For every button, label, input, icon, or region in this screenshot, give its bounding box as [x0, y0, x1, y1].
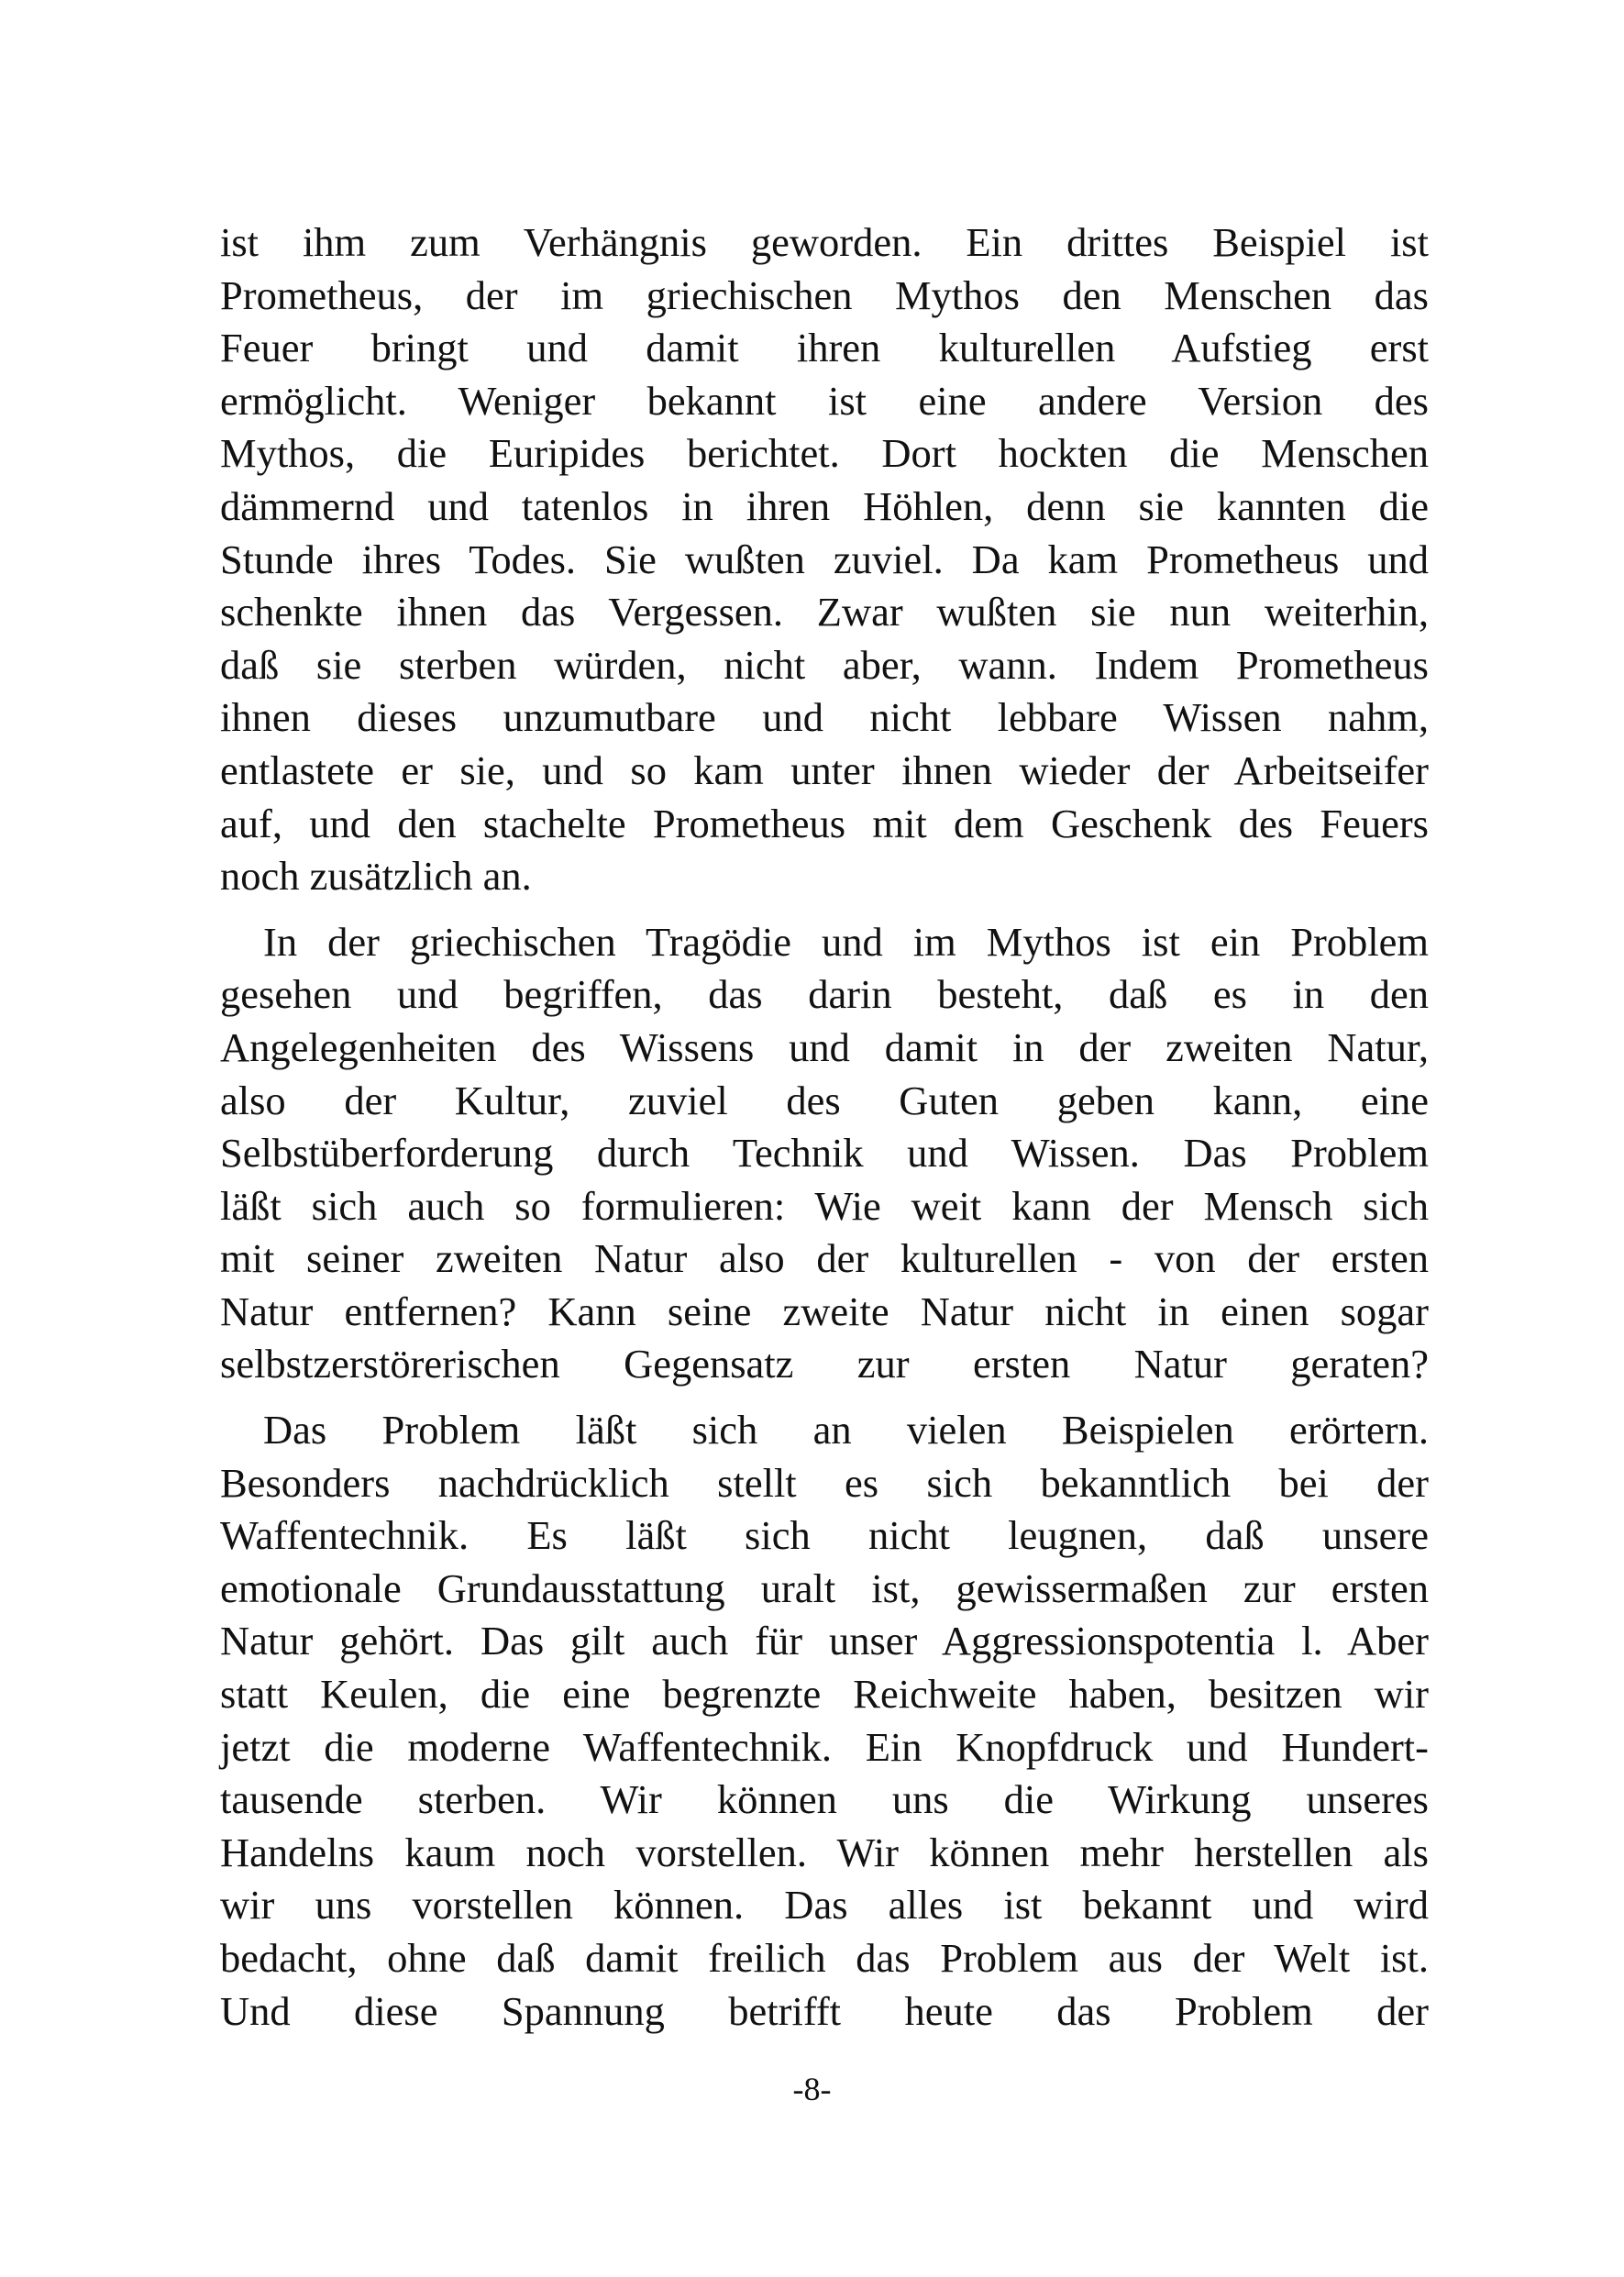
text-line: daß sie sterben würden, nicht aber, wann. Indem Prometheus — [220, 641, 1429, 688]
text-line: also der Kultur, zuviel des Guten geben kann, eine — [220, 1077, 1429, 1123]
text-line: dämmernd und tatenlos in ihren Höhlen, denn sie kannten die — [220, 482, 1429, 529]
text-line: Stunde ihres Todes. Sie wußten zuviel. Da kam Prometheus und — [220, 536, 1429, 582]
text-line: noch zusätzlich an. — [220, 853, 532, 900]
text-line: Besonders nachdrücklich stellt es sich bekanntlich bei der — [220, 1459, 1429, 1506]
text-line: Natur gehört. Das gilt auch für unser Aggressionspotentia l. Aber — [220, 1618, 1429, 1664]
text-line: emotionale Grundausstattung uralt ist, gewissermaßen zur ersten — [220, 1564, 1429, 1611]
text-line: entlastete er sie, und so kam unter ihnen wieder der Arbeitseifer — [220, 746, 1429, 793]
body-text — [220, 216, 1429, 2038]
text-line: tausende sterben. Wir können uns die Wirkung unseres — [220, 1776, 1429, 1823]
text-line: Das Problem läßt sich an vielen Beispielen erörtern. — [263, 1407, 1429, 1454]
text-line: Prometheus, der im griechischen Mythos den Menschen das — [220, 271, 1429, 318]
text-line: Natur entfernen? Kann seine zweite Natur nicht in einen sogar — [220, 1288, 1429, 1334]
text-line: jetzt die moderne Waffentechnik. Ein Knopfdruck und Hundert- — [220, 1723, 1429, 1770]
text-line: selbstzerstörerischen Gegensatz zur ersten Natur geraten? — [220, 1341, 1429, 1387]
text-line: ist ihm zum Verhängnis geworden. Ein drittes Beispiel ist — [220, 219, 1429, 265]
text-line: statt Keulen, die eine begrenzte Reichweite haben, besitzen wir — [220, 1671, 1429, 1718]
text-line: Und diese Spannung betrifft heute das Problem der — [220, 1987, 1429, 2034]
text-line: ermöglicht. Weniger bekannt ist eine andere Version des — [220, 377, 1429, 424]
text-line: In der griechischen Tragödie und im Mythos ist ein Problem — [263, 918, 1429, 965]
paragraph — [220, 216, 1429, 903]
text-line: ihnen dieses unzumutbare und nicht lebbare Wissen nahm, — [220, 694, 1429, 741]
text-line: Waffentechnik. Es läßt sich nicht leugnen, daß unsere — [220, 1512, 1429, 1559]
text-line: Angelegenheiten des Wissens und damit in der zweiten Natur, — [220, 1023, 1429, 1070]
text-line: auf, und den stachelte Prometheus mit dem Geschenk des Feuers — [220, 800, 1429, 846]
paragraph — [220, 1404, 1429, 2038]
text-line: schenkte ihnen das Vergessen. Zwar wußten sie nun weiterhin, — [220, 589, 1429, 636]
text-line: Mythos, die Euripides berichtet. Dort hockten die Menschen — [220, 430, 1429, 477]
text-line: läßt sich auch so formulieren: Wie weit kann der Mensch sich — [220, 1182, 1429, 1229]
text-line: bedacht, ohne daß damit freilich das Problem aus der Welt ist. — [220, 1935, 1429, 1981]
paragraph — [220, 916, 1429, 1391]
text-line: mit seiner zweiten Natur also der kulturellen - von der ersten — [220, 1235, 1429, 1282]
paragraph-gap — [220, 1391, 1429, 1404]
paragraph-gap — [220, 903, 1429, 916]
text-line: Feuer bringt und damit ihren kulturellen Aufstieg erst — [220, 325, 1429, 371]
text-line: wir uns vorstellen können. Das alles ist bekannt und wird — [220, 1882, 1429, 1929]
page-number: -8- — [792, 2071, 832, 2107]
text-line: gesehen und begriffen, das darin besteht, daß es in den — [220, 971, 1429, 1018]
text-line: Selbstüberforderung durch Technik und Wissen. Das Problem — [220, 1130, 1429, 1177]
text-line: Handelns kaum noch vorstellen. Wir können mehr herstellen als — [220, 1829, 1429, 1875]
